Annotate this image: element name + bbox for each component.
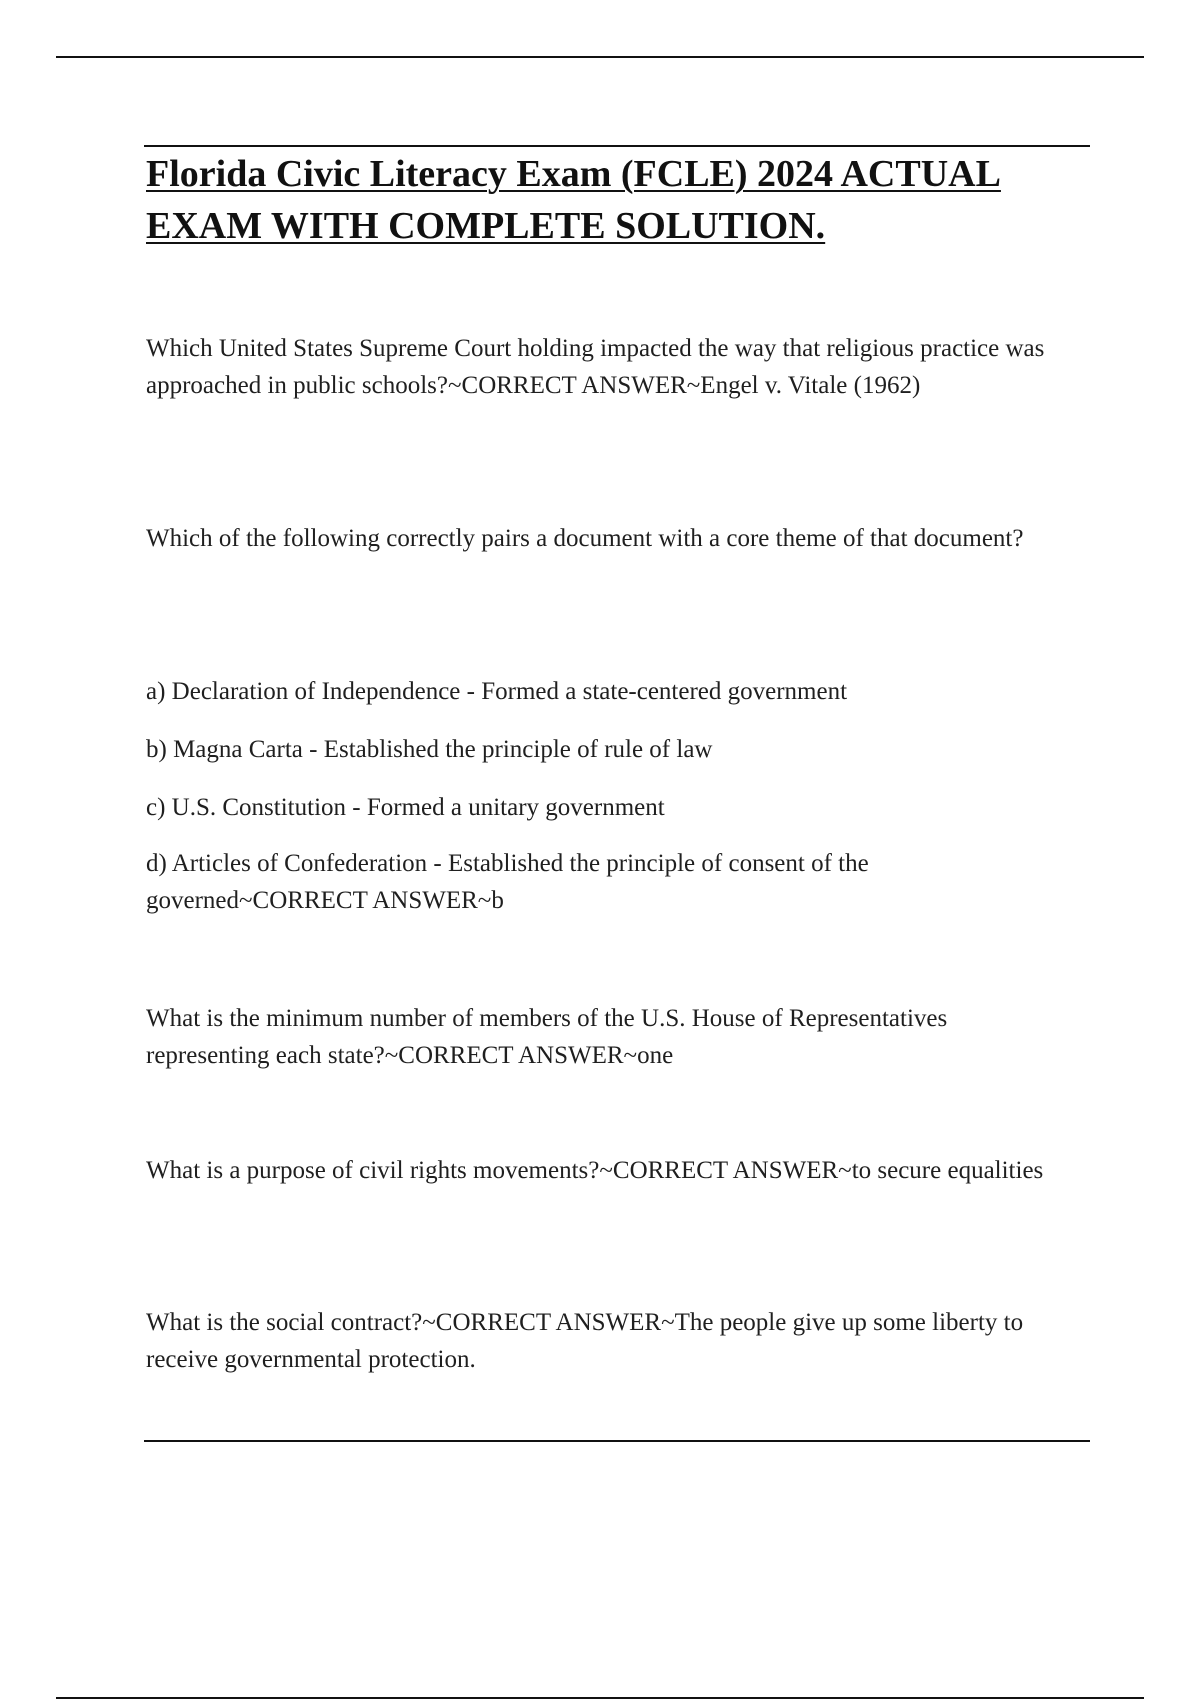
content-end-divider bbox=[144, 1440, 1090, 1442]
question-1: Which United States Supreme Court holding impacted the way that religious practice was approached in public schools?~CORRECT ANSWER~Engel v. Vitale (1962) bbox=[146, 335, 1045, 399]
question-2-option-c: c) U.S. Constitution - Formed a unitary government bbox=[146, 794, 665, 821]
question-2-option-b: b) Magna Carta - Established the principle of rule of law bbox=[146, 736, 713, 763]
question-2-option-d: d) Articles of Confederation - Established the principle of consent of the governed~CORRECT ANSWER~b bbox=[146, 850, 869, 914]
question-5: What is the social contract?~CORRECT ANSWER~The people give up some liberty to receive governmental protection. bbox=[146, 1309, 1024, 1373]
bottom-divider bbox=[56, 1697, 1144, 1699]
question-2-option-a: a) Declaration of Independence - Formed a state-centered government bbox=[146, 678, 848, 705]
title-divider bbox=[144, 145, 1090, 147]
top-divider bbox=[56, 56, 1144, 58]
question-3: What is the minimum number of members of the U.S. House of Representatives representing each state?~CORRECT ANSWER~one bbox=[146, 1005, 948, 1069]
question-2: Which of the following correctly pairs a document with a core theme of that document? bbox=[146, 525, 1024, 552]
question-4: What is a purpose of civil rights movements?~CORRECT ANSWER~to secure equalities bbox=[146, 1157, 1044, 1184]
document-title: Florida Civic Literacy Exam (FCLE) 2024 ACTUAL EXAM WITH COMPLETE SOLUTION. bbox=[146, 153, 1001, 247]
